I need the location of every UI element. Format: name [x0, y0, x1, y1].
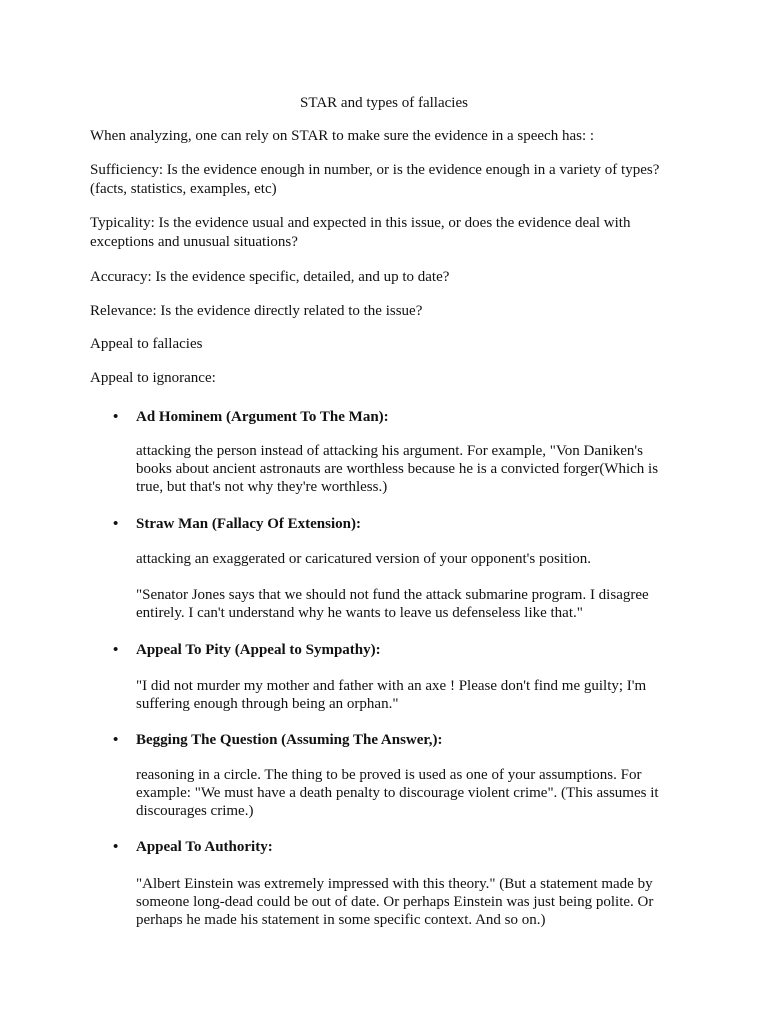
- criterion-relevance: Relevance: Is the evidence directly related to the issue?: [90, 303, 423, 319]
- criterion-accuracy: Accuracy: Is the evidence specific, detailed, and up to date?: [90, 269, 450, 285]
- fallacy-text-appeal-to-pity: "I did not murder my mother and father with an axe ! Please don't find me guilty; I'm suffering enough through being an orphan.": [136, 678, 647, 712]
- criterion-typicality: Typicality: Is the evidence usual and expected in this issue, or does the evidence deal with exceptions and unusual situations?: [90, 215, 631, 250]
- bullet-icon: •: [113, 732, 119, 748]
- appeal-fallacies-heading: Appeal to fallacies: [90, 336, 203, 352]
- fallacy-text-ad-hominem: attacking the person instead of attacking his argument. For example, "Von Daniken's books about ancient astronauts are worthless because he is a convicted forger(Which is true, but that's not why they're worthless.): [136, 443, 659, 495]
- fallacy-heading-begging-the-question: Begging The Question (Assuming The Answer,):: [136, 732, 443, 748]
- fallacy-heading-appeal-to-pity: Appeal To Pity (Appeal to Sympathy):: [136, 642, 381, 658]
- bullet-icon: •: [113, 642, 119, 658]
- fallacy-heading-appeal-to-authority: Appeal To Authority:: [136, 839, 273, 855]
- bullet-icon: •: [113, 839, 119, 855]
- document-title: STAR and types of fallacies: [300, 95, 468, 111]
- fallacy-text-begging-the-question: reasoning in a circle. The thing to be proved is used as one of your assumptions. For example: "We must have a death penalty to discourage violent crime". (This assumes it discourages crime.): [136, 767, 659, 819]
- bullet-icon: •: [113, 409, 119, 425]
- bullet-icon: •: [113, 516, 119, 532]
- fallacy-text-appeal-to-authority: "Albert Einstein was extremely impressed with this theory." (But a statement made by someone long-dead could be out of date. Or perhaps Einstein was just being polite. Or perhaps he made his statement in some specific context. And so on.): [136, 876, 654, 928]
- appeal-ignorance-heading: Appeal to ignorance:: [90, 370, 216, 386]
- fallacy-text-straw-man-definition: attacking an exaggerated or caricatured version of your opponent's position.: [136, 551, 592, 567]
- fallacy-heading-straw-man: Straw Man (Fallacy Of Extension):: [136, 516, 361, 532]
- fallacy-heading-ad-hominem: Ad Hominem (Argument To The Man):: [136, 409, 389, 425]
- intro-paragraph: When analyzing, one can rely on STAR to make sure the evidence in a speech has: :: [90, 128, 595, 144]
- criterion-sufficiency: Sufficiency: Is the evidence enough in number, or is the evidence enough in a variety of types? (facts, statistics, examples, etc): [90, 162, 660, 197]
- fallacy-text-straw-man-example: "Senator Jones says that we should not fund the attack submarine program. I disagree entirely. I can't understand why he wants to leave us defenseless like that.": [136, 587, 649, 621]
